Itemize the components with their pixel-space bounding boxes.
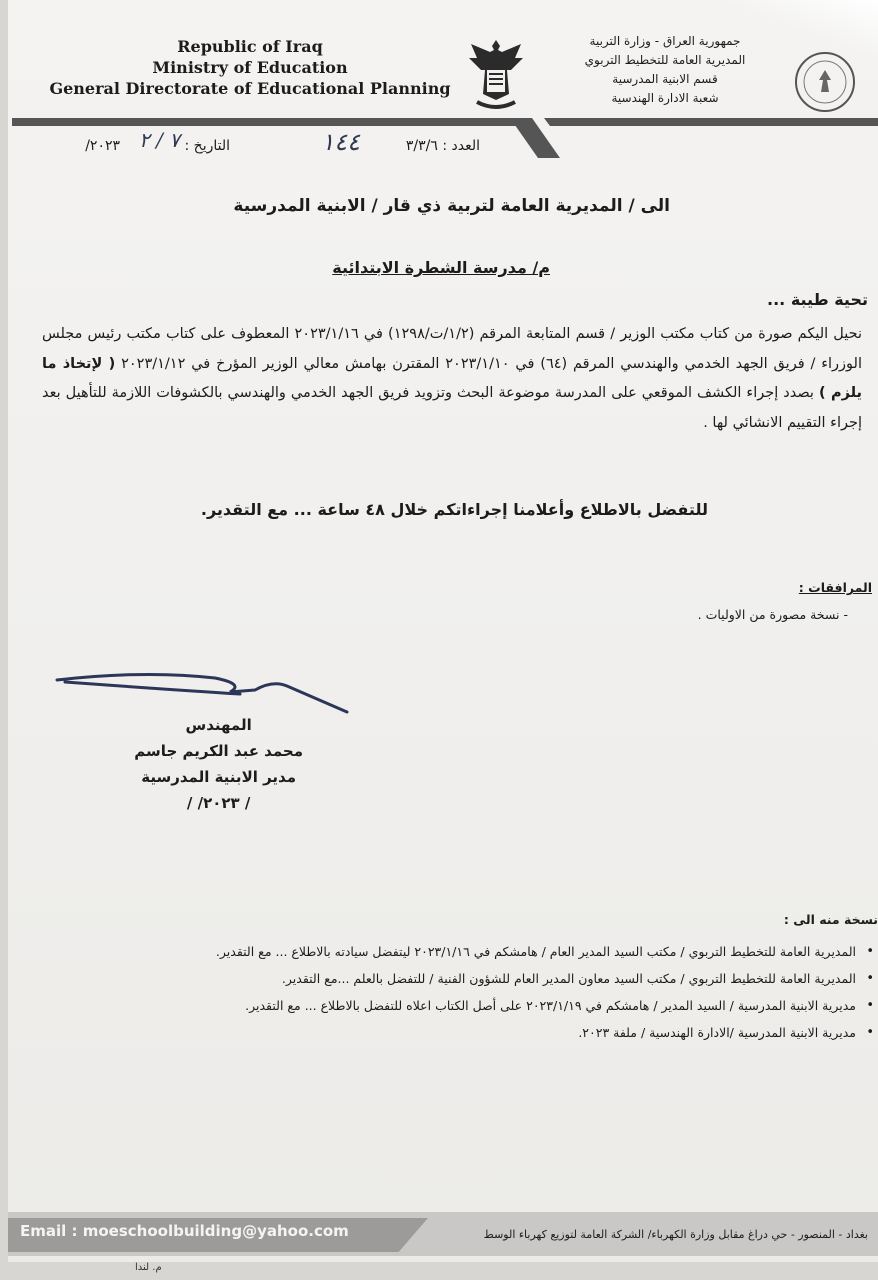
header-rule-diagonal: [500, 118, 878, 158]
arabic-header-line: المديرية العامة للتخطيط التربوي: [584, 53, 746, 67]
copy-recipient: • مديرية الابنية المدرسية / السيد المدير / هامشكم في ٢٠٢٣/١/١٩ على أصل الكتاب اعلاه للتفضل بالاطلاع ... مع التقدير.: [26, 992, 856, 1019]
reference-line: [60, 128, 480, 164]
ministry-seal-icon: [793, 50, 857, 114]
signatory-position: مدير الابنية المدرسية: [141, 768, 297, 786]
copy-recipient: • مديرية الابنية المدرسية /الادارة الهندسية / ملفة ٢٠٢٣.: [26, 1019, 856, 1046]
handwritten-date: ٧ / ٢: [139, 128, 180, 152]
letter-body-text-end: بصدد إجراء الكشف الموقعي على المدرسة موضوعة البحث وتزويد فريق الجهد الخدمي والهندسي بالكشوفات اللازمة للتأهيل بعد إجراء التقييم الانشائي لها .: [42, 385, 862, 431]
copy-recipient: • المديرية العامة للتخطيط التربوي / مكتب السيد المدير العام / هامشكم في ٢٠٢٣/١/١٦ ليتفضل سيادته بالاطلاع ... مع التقدير.: [26, 938, 856, 965]
english-header-line: Ministry of Education: [152, 58, 348, 77]
english-header-line: Republic of Iraq: [177, 37, 323, 56]
letter-body-text: نحيل اليكم صورة من كتاب مكتب الوزير / قسم المتابعة المرقم (١/٢/ت/١٢٩٨) في ٢٠٢٣/١/١٦ المعطوف على كتاب مكتب رئيس مجلس الوزراء / فريق الجهد الخدمي والهندسي المرقم (٦٤) في ٢٠٢٣/١/١٠ المقترن بهامش معالي الوزير المؤرخ في ٢٠٢٣/١/١٢: [42, 326, 863, 372]
reference-number: العدد : ٣/٣/٦: [405, 138, 480, 154]
eagle-emblem-icon: [465, 36, 527, 116]
signature-date: / ٢٠٢٣/ /: [186, 794, 251, 812]
signature-block: [134, 712, 303, 816]
header-rule: [12, 118, 532, 126]
footer-email: Email : moeschoolbuilding@yahoo.com: [20, 1222, 349, 1240]
subject: م/ مدرسة الشطرة الابتدائية: [332, 258, 550, 277]
signatory-name: محمد عبد الكريم جاسم: [134, 742, 303, 760]
letter-body-emphasis: ( لإتخاذ ما يلزم ): [42, 355, 863, 401]
copy-recipient: • المديرية العامة للتخطيط التربوي / مكتب السيد معاون المدير العام للشؤون الفنية / للتفضل بالعلم ...مع التقدير.: [26, 965, 856, 992]
date-label: التاريخ :: [184, 138, 230, 154]
english-header-line: General Directorate of Educational Planning: [49, 79, 451, 98]
attachments-title: المرافقات :: [798, 580, 872, 595]
attachment-item: - نسخة مصورة من الاوليات .: [697, 607, 848, 622]
letter-body: [42, 320, 862, 438]
addressee: الى / المديرية العامة لتربية ذي قار / الابنية المدرسية: [233, 196, 670, 216]
english-header: [40, 36, 460, 99]
arabic-header-line: شعبة الادارة الهندسية: [611, 91, 719, 105]
arabic-header-line: قسم الابنية المدرسية: [612, 72, 718, 86]
greeting: تحية طيبة ...: [767, 290, 868, 309]
signatory-title: المهندس: [185, 716, 252, 734]
closing-line: للتفضل بالاطلاع وأعلامنا إجراءاتكم خلال ٤٨ ساعة ... مع التقدير.: [200, 500, 708, 519]
date-year: ٢٠٢٣/: [85, 138, 120, 154]
letter-page: [8, 0, 878, 1262]
arabic-header-line: جمهورية العراق - وزارة التربية: [589, 34, 741, 48]
copies-title: نسخة منه الى :: [783, 912, 878, 927]
footer-address: بغداد - المنصور - حي دراغ مقابل وزارة الكهرباء/ الشركة العامة لتوزيع كهرباء الوسط: [483, 1228, 868, 1241]
bottom-note: م. لندا: [135, 1262, 162, 1273]
arabic-header: [560, 32, 770, 108]
handwritten-number: ١٤٤: [321, 128, 360, 156]
copies-list: [26, 938, 856, 1046]
